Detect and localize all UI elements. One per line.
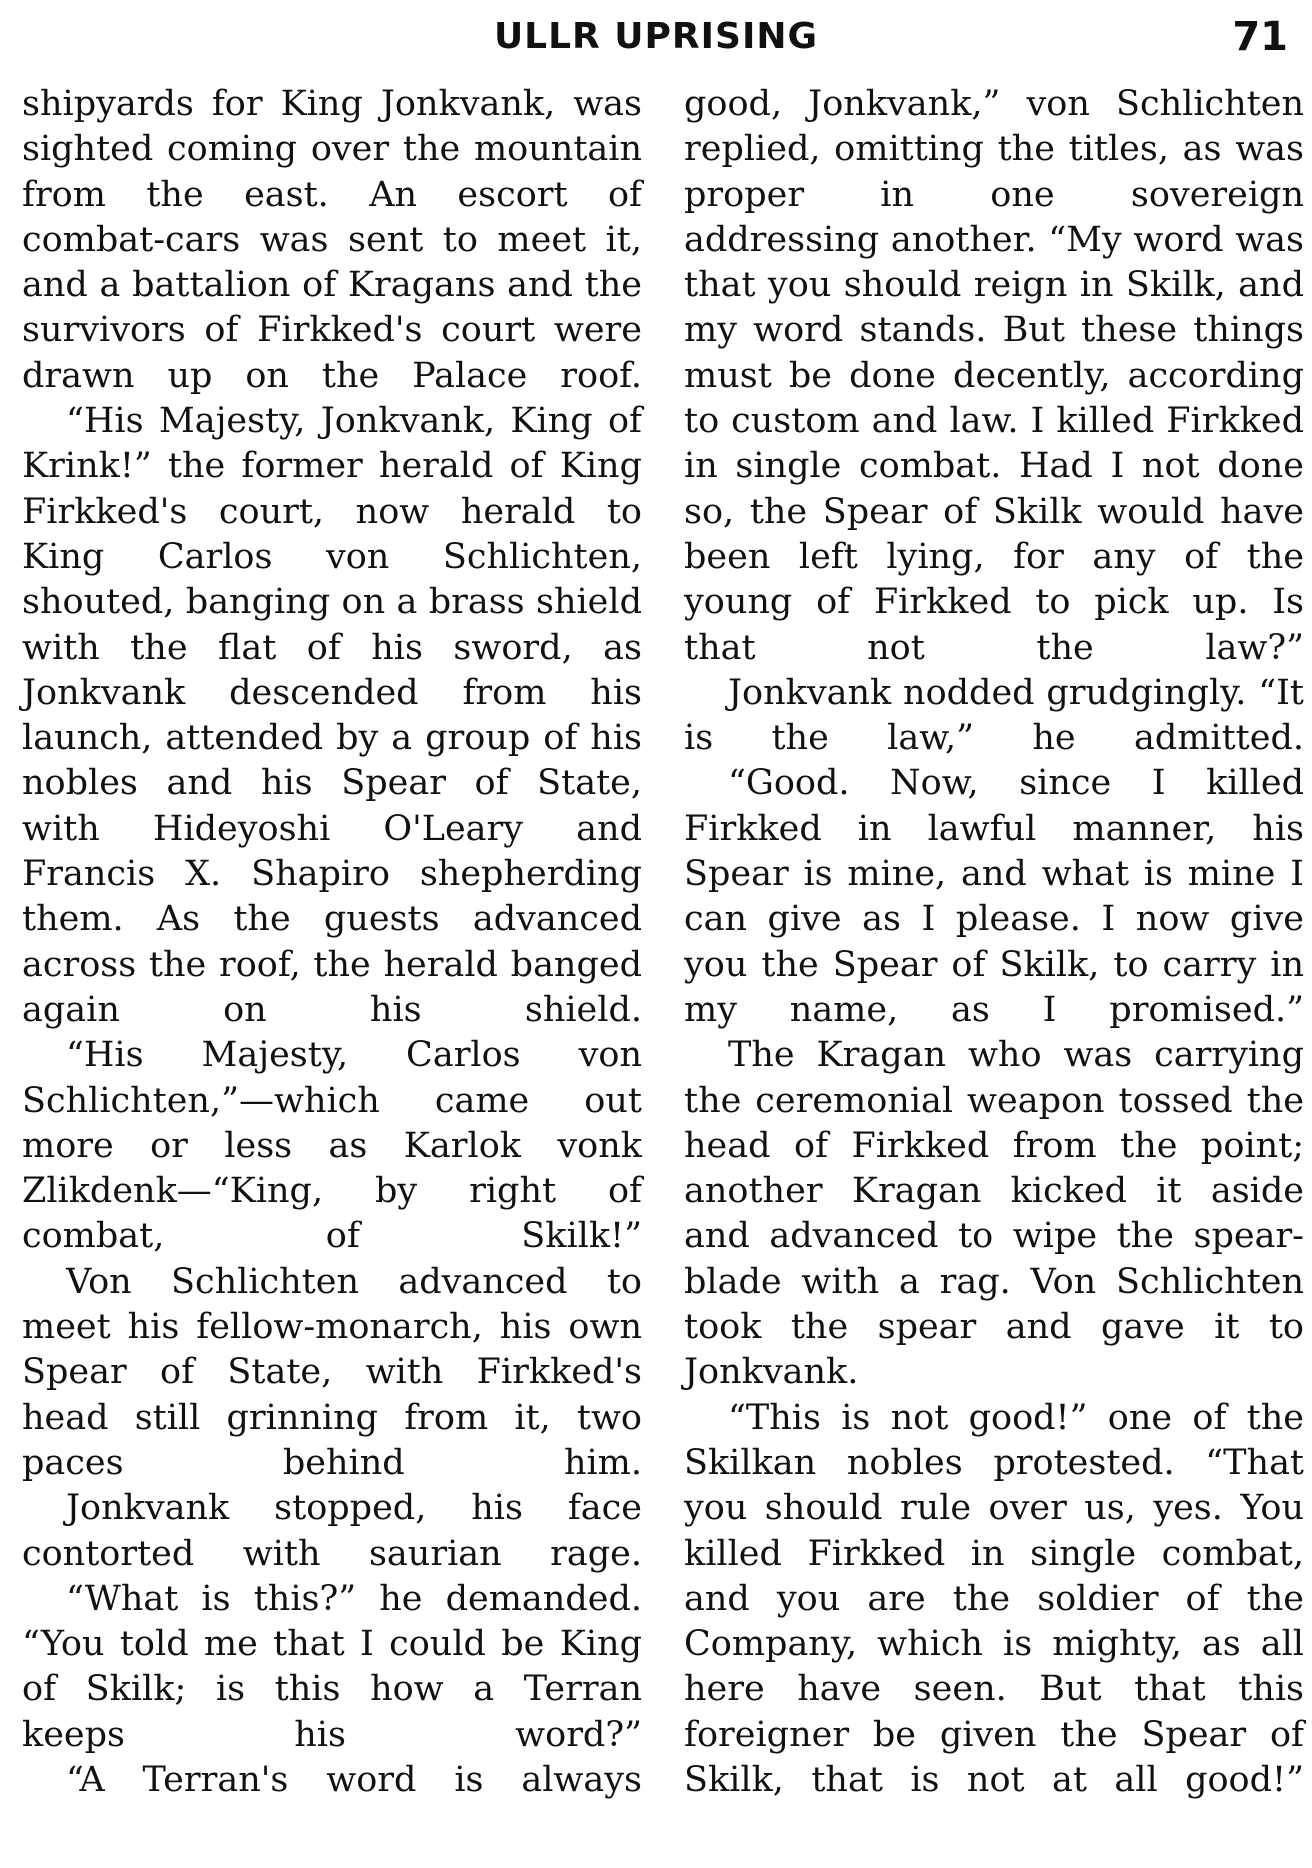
paragraph: “What is this?” he demanded. “You told me that I could be King of Skilk; is this how a Terran keeps his word?” — [22, 1578, 642, 1755]
paragraph: “His Majesty, Jonkvank, King of Krink!” the former herald of King Firkked's court, now herald to King Carlos von Schlichten, shouted, banging on a brass shield with the flat of his sword, as Jonkvank descended from his launch, attended by a group of his nobles and his Spear of State, with Hideyoshi O'Leary and Francis X. Shapiro shepherding them. As the guests advanced across the roof, the herald banged again on his shield. — [22, 401, 642, 1030]
paragraph: Von Schlichten advanced to meet his fellow-monarch, his own Spear of State, with Firkked's head still grinning from it, two paces behind him. — [22, 1261, 642, 1483]
paragraph: Jonkvank nodded grudgingly. “It is the law,” he admitted. — [684, 672, 1304, 759]
right-column — [684, 82, 1304, 1803]
paragraph: good, Jonkvank,” von Schlichten replied, omitting the titles, as was proper in one sovereign addressing another. “My word was that you should reign in Skilk, and my word stands. But these things must be done decently, according to custom and law. I killed Firkked in single combat. Had I not done so, the Spear of Skilk would have been left lying, for any of the young of Firkked to pick up. Is that not the law?” — [684, 84, 1304, 668]
running-title: ULLR UPRISING — [493, 16, 819, 57]
paragraph: “His Majesty, Carlos von Schlichten,”—which came out more or less as Karlok vonk Zlikdenk—“King, by right of combat, of Skilk!” — [22, 1035, 642, 1257]
paragraph: “A Terran's word is always — [66, 1759, 642, 1800]
paragraph: The Kragan who was carrying the ceremonial weapon tossed the head of Firkked from the point; another Kragan kicked it aside and advanced to wipe the spear-blade with a rag. Von Schlichten took the spear and gave it to Jonkvank. — [684, 1035, 1304, 1393]
left-column — [22, 82, 642, 1803]
page-number: 71 — [1232, 14, 1288, 60]
paragraph: Jonkvank stopped, his face contorted with saurian rage. — [22, 1488, 642, 1574]
paragraph: “This is not good!” one of the Skilkan nobles protested. “That you should rule over us, yes. You killed Firkked in single combat, and you are the soldier of the Company, which is mighty, as all here have seen. But that this foreigner be given the Spear of Skilk, that is not at all good!” — [684, 1397, 1304, 1800]
paragraph: “Good. Now, since I killed Firkked in lawful manner, his Spear is mine, and what is mine I can give as I please. I now give you the Spear of Skilk, to carry in my name, as I promised.” — [684, 763, 1304, 1030]
paragraph: shipyards for King Jonkvank, was sighted coming over the mountain from the east. An escort of combat-cars was sent to meet it, and a battalion of Kragans and the survivors of Firkked's court were drawn up on the Palace roof. — [22, 84, 642, 396]
page-header — [0, 10, 1312, 70]
